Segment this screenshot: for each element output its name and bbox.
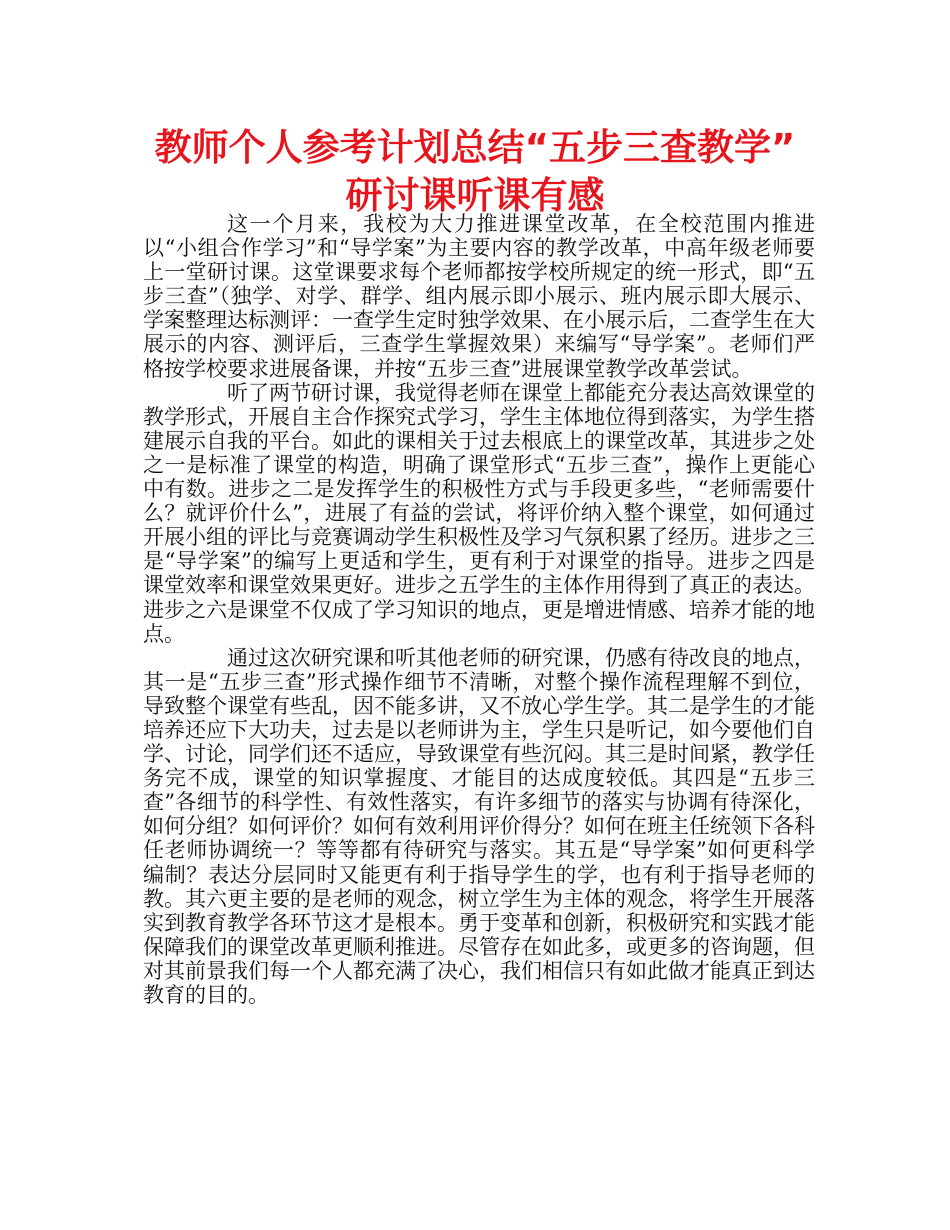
document-title-line-2: 研讨课听课有感 — [345, 174, 605, 217]
paragraph-1: 这一个月来，我校为大力推进课堂改革，在全校范围内推进以“小组合作学习”和“导学案”为主要内容的教学改革，中高年级老师要上一堂研讨课。这堂课要求每个老师都按学校所规定的统一形式，即“五步三查”（独学、对学、群学、组内展示即小展示、班内展示即大展示、学案整理达标测评：一查学生定时独学效果、在小展示后，二查学生在大展示的内容、测评后，三查学生掌握效果）来编写“导学案”。老师们严格按学校要求进展备课，并按“五步三查”进展课堂教学改革尝试。 — [143, 212, 815, 381]
paragraph-2: 听了两节研讨课，我觉得老师在课堂上都能充分表达高效课堂的教学形式，开展自主合作探究式学习，学生主体地位得到落实，为学生搭建展示自我的平台。如此的课相关于过去根底上的课堂改革，其进步之处之一是标准了课堂的构造，明确了课堂形式“五步三查”，操作上更能心中有数。进步之二是发挥学生的积极性方式与手段更多些，“老师需要什么？就评价什么”，进展了有益的尝试，将评价纳入整个课堂，如何通过开展小组的评比与竞赛调动学生积极性及学习气氛积累了经历。进步之三是“导学案”的编写上更适和学生，更有利于对课堂的指导。进步之四是课堂效率和课堂效果更好。进步之五学生的主体作用得到了真正的表达。进步之六是课堂不仅成了学习知识的地点，更是增进情感、培养才能的地点。 — [143, 380, 815, 646]
document-title-line-1: 教师个人参考计划总结“五步三查教学” — [154, 126, 796, 169]
paragraph-3: 通过这次研究课和听其他老师的研究课，仍感有待改良的地点，其一是“五步三查”形式操作细节不清晰，对整个操作流程理解不到位，导致整个课堂有些乱，因不能多讲，又不放心学生学。其二是学生的才能培养还应下大功夫，过去是以老师讲为主，学生只是听记，如今要他们自学、讨论，同学们还不适应，导致课堂有些沉闷。其三是时间紧，教学任务完不成，课堂的知识掌握度、才能目的达成度较低。其四是“五步三查”各细节的科学性、有效性落实，有许多细节的落实与协调有待深化，如何分组？如何评价？如何有效利用评价得分？如何在班主任统领下各科任老师协调统一？等等都有待研究与落实。其五是“导学案”如何更科学编制？表达分层同时又能更有利于指导学生的学，也有利于指导老师的教。其六更主要的是老师的观念，树立学生为主体的观念，将学生开展落实到教育教学各环节这才是根本。勇于变革和创新，积极研究和实践才能保障我们的课堂改革更顺利推进。尽管存在如此多，或更多的咨询题，但对其前景我们每一个人都充满了决心，我们相信只有如此做才能真正到达教育的目的。 — [143, 645, 815, 1007]
document-body — [143, 212, 815, 1007]
